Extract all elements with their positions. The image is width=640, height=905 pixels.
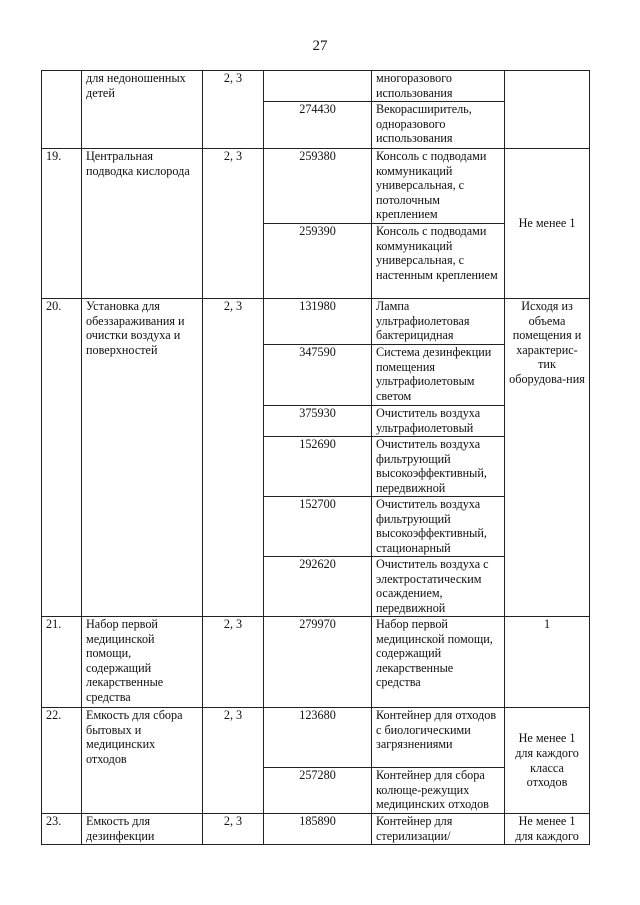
- risk-class: 2, 3: [203, 71, 264, 149]
- required-quantity: [505, 71, 590, 149]
- table-row: [42, 71, 590, 102]
- required-quantity: Не менее 1 для каждого: [505, 814, 590, 845]
- risk-class: 2, 3: [203, 814, 264, 845]
- table-row: [42, 299, 590, 345]
- row-number: 22.: [42, 708, 82, 814]
- device-kind: Очиститель воздуха фильтрующий высокоэффективный, передвижной: [372, 437, 505, 497]
- table-row: [42, 149, 590, 224]
- nomenclature-code: 123680: [264, 708, 372, 768]
- equipment-table: [41, 70, 590, 845]
- risk-class: 2, 3: [203, 299, 264, 617]
- nomenclature-code: 185890: [264, 814, 372, 845]
- nomenclature-code: 152690: [264, 437, 372, 497]
- device-kind: Очиститель воздуха с электростатическим осаждением, передвижной: [372, 557, 505, 617]
- nomenclature-code: 257280: [264, 768, 372, 814]
- risk-class: 2, 3: [203, 149, 264, 299]
- row-number: 20.: [42, 299, 82, 617]
- risk-class: 2, 3: [203, 617, 264, 708]
- row-number: 19.: [42, 149, 82, 299]
- required-quantity: Исходя из объема помещения и характерис-тик оборудова-ния: [505, 299, 590, 617]
- row-number: [42, 71, 82, 149]
- nomenclature-code: 274430: [264, 102, 372, 149]
- nomenclature-code: 347590: [264, 345, 372, 406]
- required-quantity: Не менее 1: [505, 149, 590, 299]
- nomenclature-code: [264, 71, 372, 102]
- nomenclature-code: 131980: [264, 299, 372, 345]
- device-kind: Контейнер для сбора колюще-режущих медицинских отходов: [372, 768, 505, 814]
- device-kind: Система дезинфекции помещения ультрафиолетовым светом: [372, 345, 505, 406]
- device-kind: Очиститель воздуха ультрафиолетовый: [372, 406, 505, 437]
- nomenclature-code: 152700: [264, 497, 372, 557]
- device-kind: Набор первой медицинской помощи, содержащий лекарственные средства: [372, 617, 505, 708]
- equipment-name: Емкость для дезинфекции: [82, 814, 203, 845]
- equipment-name: Емкость для сбора бытовых и медицинских отходов: [82, 708, 203, 814]
- nomenclature-code: 259390: [264, 224, 372, 299]
- device-kind: Консоль с подводами коммуникаций универсальная, с потолочным креплением: [372, 149, 505, 224]
- equipment-name: Набор первой медицинской помощи, содержащий лекарственные средства: [82, 617, 203, 708]
- nomenclature-code: 259380: [264, 149, 372, 224]
- device-kind: Консоль с подводами коммуникаций универсальная, с настенным креплением: [372, 224, 505, 299]
- table-row: [42, 708, 590, 768]
- equipment-name: Установка для обеззараживания и очистки воздуха и поверхностей: [82, 299, 203, 617]
- equipment-name: Центральная подводка кислорода: [82, 149, 203, 299]
- page-number: 27: [312, 38, 328, 54]
- required-quantity: Не менее 1 для каждого класса отходов: [505, 708, 590, 814]
- equipment-name: для недоношенных детей: [82, 71, 203, 149]
- device-kind: Очиститель воздуха фильтрующий высокоэффективный, стационарный: [372, 497, 505, 557]
- device-kind: Векорасширитель, одноразового использования: [372, 102, 505, 149]
- device-kind: многоразового использования: [372, 71, 505, 102]
- required-quantity: 1: [505, 617, 590, 708]
- nomenclature-code: 279970: [264, 617, 372, 708]
- nomenclature-code: 375930: [264, 406, 372, 437]
- row-number: 23.: [42, 814, 82, 845]
- risk-class: 2, 3: [203, 708, 264, 814]
- row-number: 21.: [42, 617, 82, 708]
- nomenclature-code: 292620: [264, 557, 372, 617]
- device-kind: Контейнер для стерилизации/: [372, 814, 505, 845]
- table-row: [42, 617, 590, 708]
- device-kind: Контейнер для отходов с биологическими загрязнениями: [372, 708, 505, 768]
- table-row: [42, 814, 590, 845]
- device-kind: Лампа ультрафиолетовая бактерицидная: [372, 299, 505, 345]
